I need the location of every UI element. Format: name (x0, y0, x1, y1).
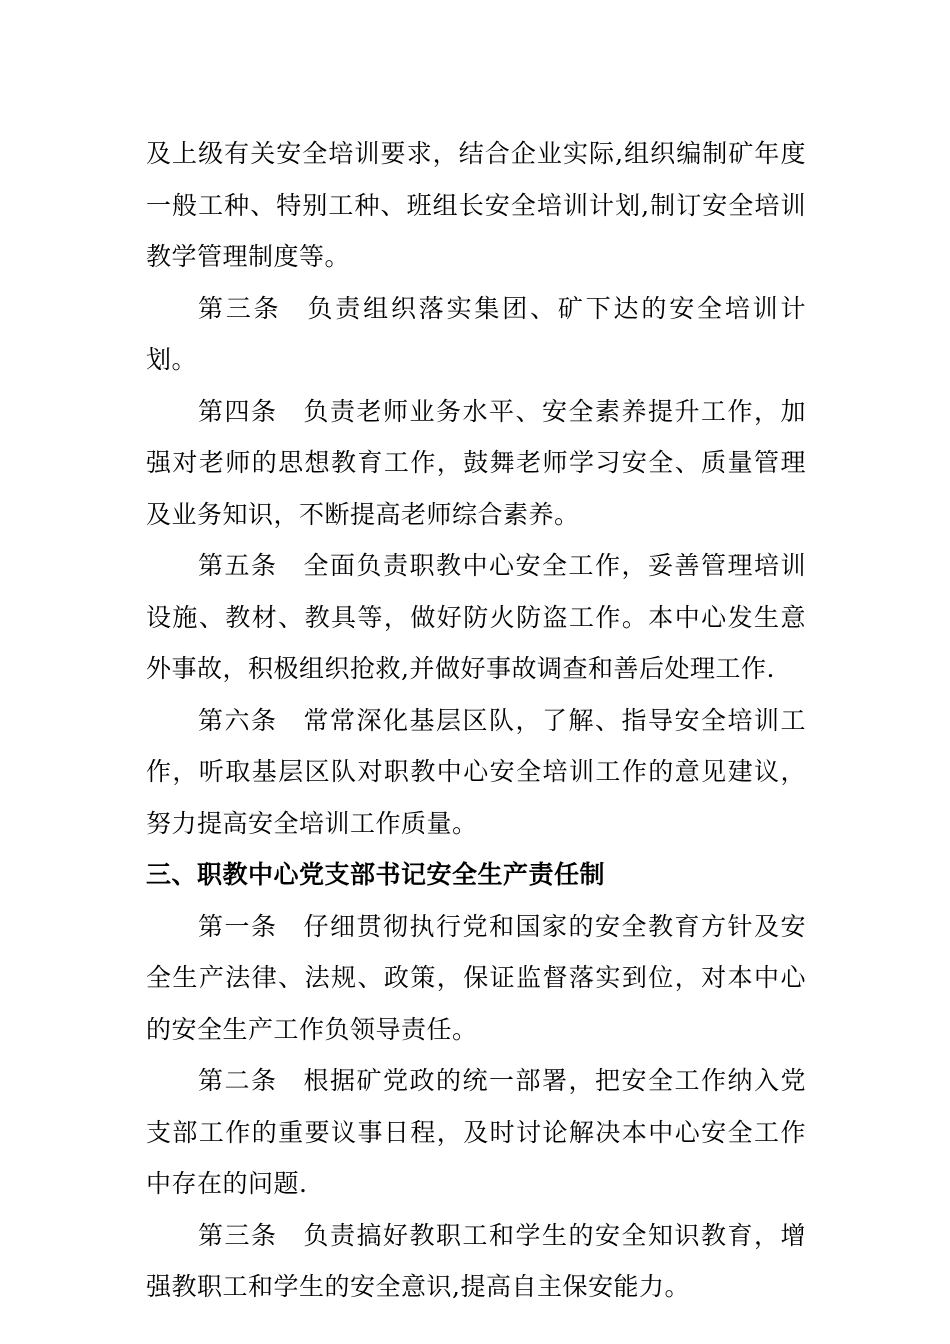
article-4-paragraph (146, 386, 806, 541)
article-number: 第二条 (198, 1066, 278, 1095)
article-6-paragraph (146, 695, 806, 850)
paragraph-text: 常常深化基层区队，了解、指导安全培训工作，听取基层区队对职教中心安全培训工作的意见建议，努力提高安全培训工作质量。 (146, 705, 806, 838)
paragraph-text: 根据矿党政的统一部署，把安全工作纳入党支部工作的重要议事日程，及时讨论解决本中心安全工作中存在的问题. (146, 1066, 806, 1198)
paragraph-continuation (146, 128, 806, 283)
article-number: 第三条 (198, 293, 282, 323)
paragraph-text: 负责搞好教职工和学生的安全知识教育，增强教职工和学生的安全意识,提高自主保安能力。 (146, 1220, 806, 1301)
section-heading: 三、职教中心党支部书记安全生产责任制 (146, 860, 606, 889)
paragraph-text: 全面负责职教中心安全工作，妥善管理培训设施、教材、教具等，做好防火防盗工作。本中心发生意外事故，积极组织抢救,并做好事故调查和善后处理工作. (146, 551, 806, 683)
article-number: 第五条 (198, 551, 278, 580)
article-number: 第一条 (198, 911, 278, 941)
section3-article-1-paragraph (146, 901, 806, 1056)
article-5-paragraph (146, 540, 806, 695)
section3-article-3-paragraph (146, 1210, 806, 1313)
paragraph-text: 及上级有关安全培训要求，结合企业实际,组织编制矿年度一般工种、特别工种、班组长安全培训计划,制订安全培训教学管理制度等。 (146, 139, 806, 271)
document-page (146, 128, 806, 1313)
article-number: 第六条 (198, 705, 278, 735)
paragraph-text: 仔细贯彻执行党和国家的安全教育方针及安全生产法律、法规、政策，保证监督落实到位，对本中心的安全生产工作负领导责任。 (146, 911, 806, 1044)
paragraph-text: 负责老师业务水平、安全素养提升工作，加强对老师的思想教育工作，鼓舞老师学习安全、质量管理及业务知识，不断提高老师综合素养。 (146, 396, 806, 529)
paragraph-text: 负责组织落实集团、矿下达的安全培训计划。 (146, 293, 806, 374)
article-3-paragraph (146, 283, 806, 386)
article-number: 第四条 (198, 396, 278, 426)
article-number: 第三条 (198, 1220, 278, 1250)
section3-article-2-paragraph (146, 1055, 806, 1210)
